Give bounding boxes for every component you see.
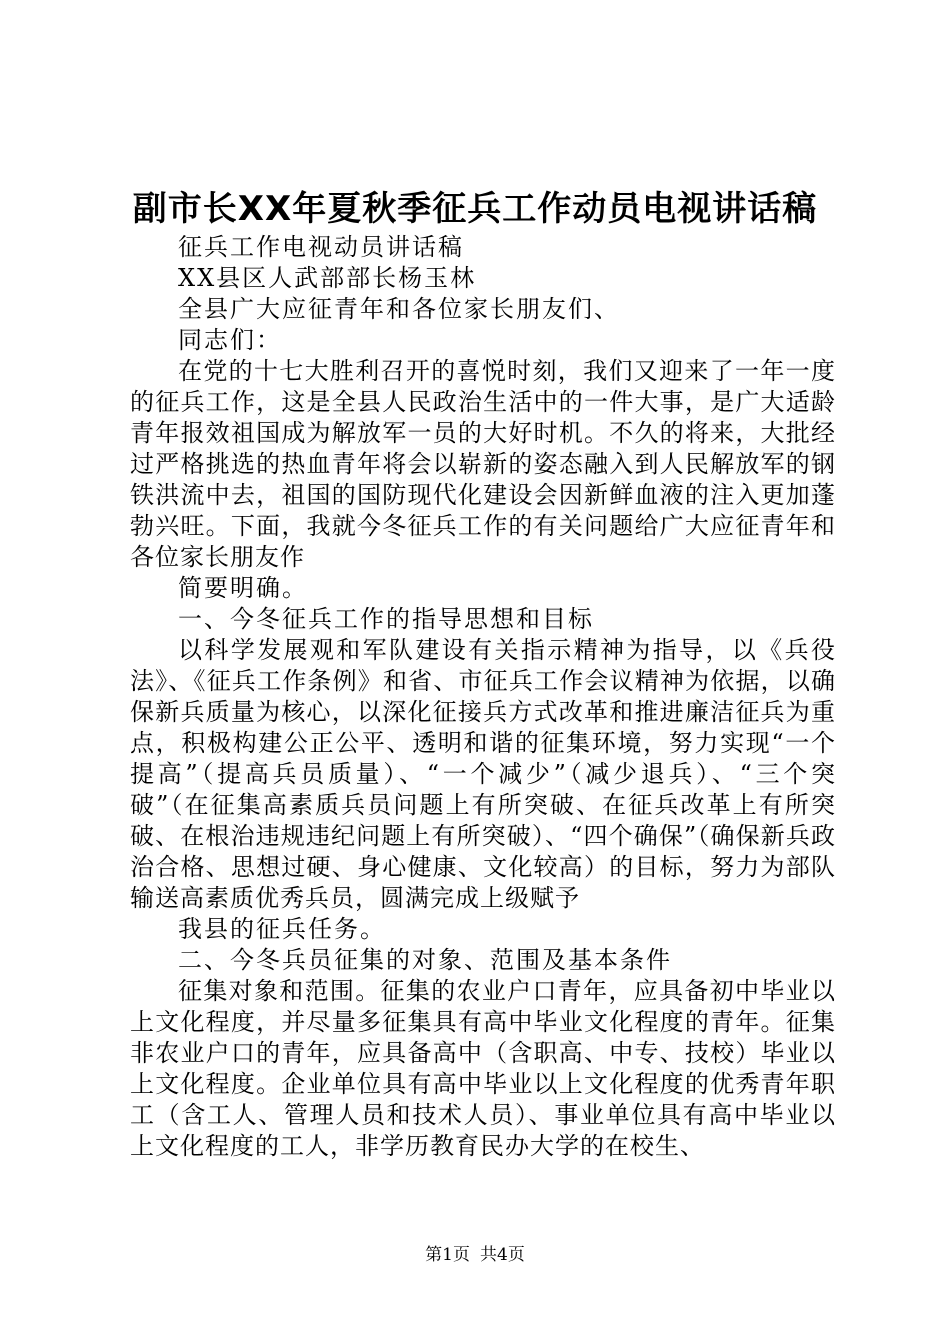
section-heading-1: 一、今冬征兵工作的指导思想和目标 bbox=[178, 605, 594, 633]
document-title: 副市长XX年夏秋季征兵工作动员电视讲话稿 bbox=[132, 189, 818, 229]
paragraph-salutation-cont: 同志们： bbox=[178, 326, 282, 354]
document-body bbox=[130, 232, 836, 1162]
page-total: 共4页 bbox=[480, 1245, 525, 1265]
paragraph-intro-end: 简要明确。 bbox=[178, 574, 308, 602]
paragraph-salutation: 全县广大应征青年和各位家长朋友们、 bbox=[178, 295, 620, 323]
paragraph-section-2: 征集对象和范围。征集的农业户口青年，应具备初中毕业以上文化程度，并尽量多征集具有高中毕业文化程度的青年。征集非农业户口的青年，应具备高中（含职高、中专、技校）毕业以上文化程度。企业单位具有高中毕业以上文化程度的优秀青年职工（含工人、管理人员和技术人员）、事业单位具有高中毕业以上文化程度的工人，非学历教育民办大学的在校生、 bbox=[130, 977, 836, 1160]
page-number: 第1页 bbox=[425, 1245, 470, 1265]
paragraph-section-1: 以科学发展观和军队建设有关指示精神为指导，以《兵役法》、《征兵工作条例》和省、市征兵工作会议精神为依据，以确保新兵质量为核心，以深化征接兵方式改革和推进廉洁征兵为重点，积极构建公正公平、透明和谐的征集环境，努力实现“一个提高”（提高兵员质量）、“一个减少”（减少退兵）、“三个突破”（在征集高素质兵员问题上有所突破、在征兵改革上有所突破、在根治违规违纪问题上有所突破）、“四个确保”（确保新兵政治合格、思想过硬、身心健康、文化较高）的目标，努力为部队输送高素质优秀兵员，圆满完成上级赋予 bbox=[130, 636, 836, 912]
paragraph-intro: 在党的十七大胜利召开的喜悦时刻，我们又迎来了一年一度的征兵工作，这是全县人民政治生活中的一件大事，是广大适龄青年报效祖国成为解放军一员的大好时机。不久的将来，大批经过严格挑选的热血青年将会以崭新的姿态融入到人民解放军的钢铁洪流中去，祖国的国防现代化建设会因新鲜血液的注入更加蓬勃兴旺。下面，我就今冬征兵工作的有关问题给广大应征青年和各位家长朋友作 bbox=[130, 357, 836, 571]
paragraph-author: XX县区人武部部长杨玉林 bbox=[178, 264, 477, 292]
section-heading-2: 二、今冬兵员征集的对象、范围及基本条件 bbox=[178, 946, 672, 974]
paragraph-subtitle: 征兵工作电视动员讲话稿 bbox=[178, 233, 464, 261]
paragraph-section-1-end: 我县的征兵任务。 bbox=[178, 915, 386, 943]
page-footer bbox=[0, 1244, 950, 1266]
